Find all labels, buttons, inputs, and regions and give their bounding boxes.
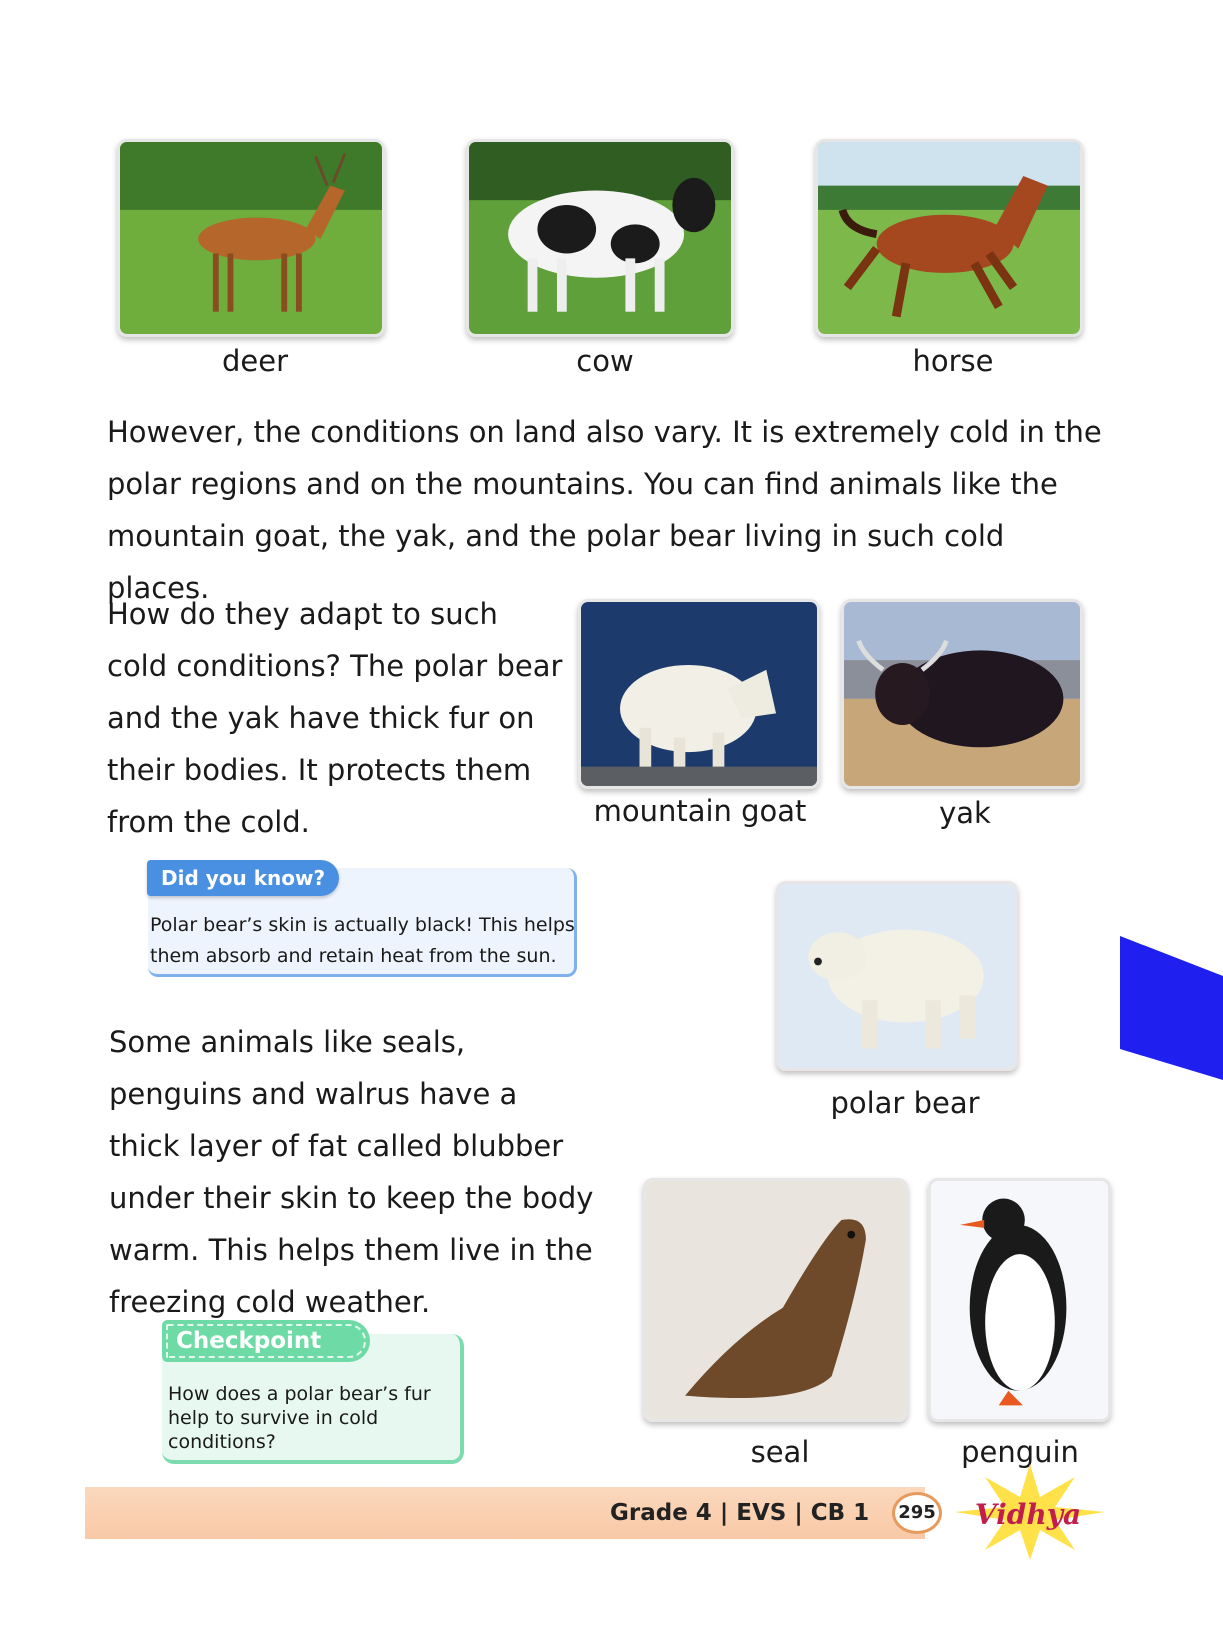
penguin-photo: [928, 1178, 1111, 1422]
checkpoint-title: Checkpoint: [162, 1320, 370, 1362]
page-number-badge: 295: [892, 1492, 942, 1534]
deer-caption: deer: [221, 344, 288, 378]
adapt-paragraph: How do they adapt to such cold conditions? The polar bear and the yak have thick fur on their bodies. It protects them from the cold.: [107, 597, 563, 839]
did-you-know-line-1: Polar bear’s skin is actually black! This helps: [150, 914, 575, 936]
mountain-goat-photo: [578, 599, 820, 789]
blubber-paragraph: Some animals like seals, penguins and walrus have a thick layer of fat called blubber under their skin to keep the body warm. This helps them live in the freezing cold weather.: [109, 1025, 594, 1319]
penguin-caption: penguin: [961, 1435, 1079, 1469]
yak-photo: [841, 599, 1083, 789]
cold-intro-paragraph: However, the conditions on land also vary. It is extremely cold in the polar regions and on the mountains. You can find animals like the mountain goat, the yak, and the polar bear living in such cold places.: [107, 415, 1102, 605]
seal-caption: seal: [750, 1435, 810, 1469]
deer-photo: [117, 139, 385, 337]
yak-caption: yak: [939, 796, 991, 830]
vidhya-logo: [950, 1462, 1110, 1562]
footer-label: Grade 4 | EVS | CB 1: [610, 1500, 870, 1526]
checkpoint-question: How does a polar bear’s fur help to survive in cold conditions?: [168, 1383, 431, 1453]
vidhya-logo-text: Vidhya: [974, 1498, 1082, 1531]
polar-bear-photo: [776, 881, 1018, 1071]
polar-bear-caption: polar bear: [830, 1086, 980, 1120]
seal-photo: [643, 1178, 908, 1422]
cow-photo: [466, 139, 734, 337]
side-tab-marker: [1120, 936, 1223, 1080]
horse-photo: [815, 139, 1083, 337]
did-you-know-line-2: them absorb and retain heat from the sun.: [150, 945, 557, 967]
cow-caption: cow: [576, 344, 634, 378]
mountain-goat-caption: mountain goat: [593, 794, 807, 828]
horse-caption: horse: [912, 344, 994, 378]
did-you-know-title: Did you know?: [147, 860, 339, 896]
